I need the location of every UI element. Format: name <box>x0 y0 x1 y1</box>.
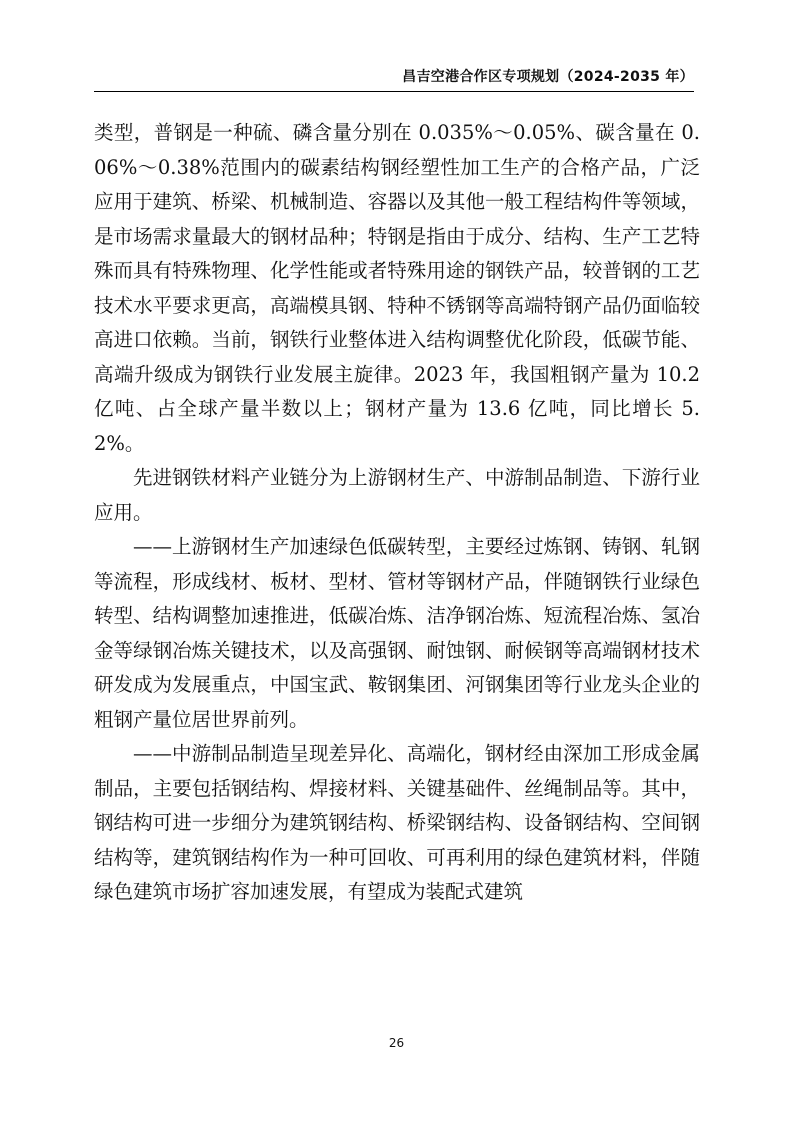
paragraph-upstream: ——上游钢材生产加速绿色低碳转型，主要经过炼钢、铸钢、轧钢等流程，形成线材、板材、型材、管材等钢材产品，伴随钢铁行业绿色转型、结构调整加速推进，低碳冶炼、洁净钢冶炼、短流程冶炼、氢冶金等绿钢冶炼关键技术，以及高强钢、耐蚀钢、耐候钢等高端钢材技术研发成为发展重点，中国宝武、鞍钢集团、河钢集团等行业龙头企业的粗钢产量位居世界前列。 <box>94 535 700 731</box>
paragraph-midstream: ——中游制品制造呈现差异化、高端化，钢材经由深加工形成金属制品，主要包括钢结构、焊接材料、关键基础件、丝绳制品等。其中，钢结构可进一步细分为建筑钢结构、桥梁钢结构、设备钢结构、空间钢结构等，建筑钢结构作为一种可回收、可再利用的绿色建筑材料，伴随绿色建筑市场扩容加速发展，有望成为装配式建筑 <box>94 742 700 903</box>
page-number: 26 <box>388 1036 405 1050</box>
document-body <box>94 116 700 910</box>
header-divider <box>94 91 694 92</box>
paragraph-steel-types: 类型，普钢是一种硫、磷含量分别在 0.035%～0.05%、碳含量在 0.06%～0.38%范围内的碳素结构钢经塑性加工生产的合格产品，广泛应用于建筑、桥梁、机械制造、容器以及其他一般工程结构件等领域，是市场需求量最大的钢材品种；特钢是指由于成分、结构、生产工艺特殊而具有特殊物理、化学性能或者特殊用途的钢铁产品，较普钢的工艺技术水平要求更高，高端模具钢、特种不锈钢等高端特钢产品仍面临较高进口依赖。当前，钢铁行业整体进入结构调整优化阶段，低碳节能、高端升级成为钢铁行业发展主旋律。2023 年，我国粗钢产量为 10.2 亿吨、占全球产量半数以上；钢材产量为 13.6 亿吨，同比增长 5.2%。 <box>94 121 700 455</box>
document-header-title: 昌吉空港合作区专项规划（2024-2035 年） <box>402 69 694 85</box>
paragraph-industry-chain: 先进钢铁材料产业链分为上游钢材生产、中游制品制造、下游行业应用。 <box>94 466 700 524</box>
